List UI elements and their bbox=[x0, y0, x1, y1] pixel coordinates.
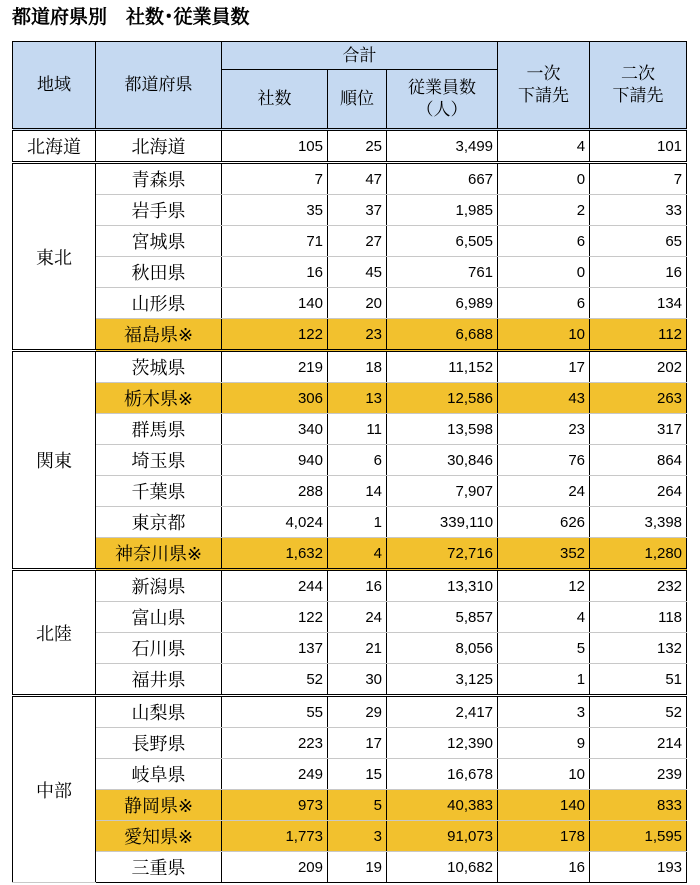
secondary-cell: 263 bbox=[590, 383, 687, 414]
secondary-cell: 3,398 bbox=[590, 507, 687, 538]
prefecture-cell: 長野県 bbox=[96, 728, 222, 759]
companies-cell: 1,632 bbox=[222, 538, 328, 570]
companies-cell: 4,024 bbox=[222, 507, 328, 538]
primary-cell: 43 bbox=[498, 383, 590, 414]
companies-cell: 52 bbox=[222, 664, 328, 696]
prefecture-cell: 新潟県 bbox=[96, 570, 222, 602]
secondary-cell: 193 bbox=[590, 852, 687, 883]
primary-cell: 17 bbox=[498, 351, 590, 383]
region-cell: 北陸 bbox=[13, 570, 96, 696]
primary-cell: 352 bbox=[498, 538, 590, 570]
table-row bbox=[13, 664, 687, 696]
region-cell: 中部 bbox=[13, 696, 96, 883]
employees-cell: 30,846 bbox=[387, 445, 498, 476]
rank-cell: 15 bbox=[328, 759, 387, 790]
secondary-cell: 118 bbox=[590, 602, 687, 633]
companies-cell: 55 bbox=[222, 696, 328, 728]
companies-cell: 140 bbox=[222, 288, 328, 319]
prefecture-cell: 埼玉県 bbox=[96, 445, 222, 476]
table-row bbox=[13, 257, 687, 288]
employees-cell: 1,985 bbox=[387, 195, 498, 226]
primary-cell: 3 bbox=[498, 696, 590, 728]
table-row bbox=[13, 351, 687, 383]
companies-cell: 71 bbox=[222, 226, 328, 257]
page-title: 都道府県別 社数･従業員数 bbox=[12, 6, 250, 28]
table-row bbox=[13, 852, 687, 883]
rank-cell: 1 bbox=[328, 507, 387, 538]
primary-cell: 626 bbox=[498, 507, 590, 538]
header-total: 合計 bbox=[222, 42, 498, 70]
region-cell: 東北 bbox=[13, 163, 96, 351]
companies-cell: 288 bbox=[222, 476, 328, 507]
companies-cell: 306 bbox=[222, 383, 328, 414]
employees-cell: 6,688 bbox=[387, 319, 498, 351]
prefecture-table bbox=[12, 41, 687, 883]
rank-cell: 16 bbox=[328, 570, 387, 602]
employees-cell: 3,499 bbox=[387, 130, 498, 163]
employees-cell: 2,417 bbox=[387, 696, 498, 728]
companies-cell: 940 bbox=[222, 445, 328, 476]
employees-cell: 6,989 bbox=[387, 288, 498, 319]
companies-cell: 105 bbox=[222, 130, 328, 163]
rank-cell: 19 bbox=[328, 852, 387, 883]
primary-cell: 178 bbox=[498, 821, 590, 852]
table-row bbox=[13, 163, 687, 195]
primary-cell: 140 bbox=[498, 790, 590, 821]
employees-cell: 3,125 bbox=[387, 664, 498, 696]
table-row bbox=[13, 790, 687, 821]
primary-cell: 12 bbox=[498, 570, 590, 602]
secondary-cell: 202 bbox=[590, 351, 687, 383]
companies-cell: 973 bbox=[222, 790, 328, 821]
table-row bbox=[13, 319, 687, 351]
companies-cell: 35 bbox=[222, 195, 328, 226]
header-prefecture: 都道府県 bbox=[96, 42, 222, 130]
companies-cell: 16 bbox=[222, 257, 328, 288]
rank-cell: 18 bbox=[328, 351, 387, 383]
table-row bbox=[13, 130, 687, 163]
table-row bbox=[13, 538, 687, 570]
table-row bbox=[13, 226, 687, 257]
header-employees bbox=[387, 70, 498, 130]
secondary-cell: 1,280 bbox=[590, 538, 687, 570]
prefecture-cell: 東京都 bbox=[96, 507, 222, 538]
employees-cell: 13,310 bbox=[387, 570, 498, 602]
table-header bbox=[13, 42, 687, 130]
prefecture-cell: 愛知県※ bbox=[96, 821, 222, 852]
prefecture-cell: 秋田県 bbox=[96, 257, 222, 288]
prefecture-cell: 山形県 bbox=[96, 288, 222, 319]
rank-cell: 21 bbox=[328, 633, 387, 664]
header-companies: 社数 bbox=[222, 70, 328, 130]
secondary-cell: 264 bbox=[590, 476, 687, 507]
companies-cell: 7 bbox=[222, 163, 328, 195]
prefecture-cell: 北海道 bbox=[96, 130, 222, 163]
secondary-cell: 16 bbox=[590, 257, 687, 288]
rank-cell: 4 bbox=[328, 538, 387, 570]
secondary-cell: 52 bbox=[590, 696, 687, 728]
table-row bbox=[13, 445, 687, 476]
table-row bbox=[13, 728, 687, 759]
secondary-cell: 7 bbox=[590, 163, 687, 195]
region-cell: 北海道 bbox=[13, 130, 96, 163]
companies-cell: 122 bbox=[222, 602, 328, 633]
secondary-cell: 239 bbox=[590, 759, 687, 790]
secondary-cell: 101 bbox=[590, 130, 687, 163]
prefecture-cell: 三重県 bbox=[96, 852, 222, 883]
employees-cell: 16,678 bbox=[387, 759, 498, 790]
rank-cell: 17 bbox=[328, 728, 387, 759]
prefecture-cell: 栃木県※ bbox=[96, 383, 222, 414]
companies-cell: 223 bbox=[222, 728, 328, 759]
rank-cell: 37 bbox=[328, 195, 387, 226]
employees-cell: 91,073 bbox=[387, 821, 498, 852]
prefecture-cell: 静岡県※ bbox=[96, 790, 222, 821]
companies-cell: 137 bbox=[222, 633, 328, 664]
companies-cell: 209 bbox=[222, 852, 328, 883]
primary-cell: 16 bbox=[498, 852, 590, 883]
header-employees-line1: 従業員数 bbox=[408, 78, 477, 98]
secondary-cell: 112 bbox=[590, 319, 687, 351]
primary-cell: 1 bbox=[498, 664, 590, 696]
table-row bbox=[13, 602, 687, 633]
secondary-cell: 51 bbox=[590, 664, 687, 696]
employees-cell: 12,586 bbox=[387, 383, 498, 414]
employees-cell: 72,716 bbox=[387, 538, 498, 570]
prefecture-cell: 石川県 bbox=[96, 633, 222, 664]
primary-cell: 0 bbox=[498, 163, 590, 195]
header-rank: 順位 bbox=[328, 70, 387, 130]
secondary-cell: 864 bbox=[590, 445, 687, 476]
table-row bbox=[13, 821, 687, 852]
employees-cell: 11,152 bbox=[387, 351, 498, 383]
table-row bbox=[13, 696, 687, 728]
prefecture-cell: 山梨県 bbox=[96, 696, 222, 728]
secondary-cell: 214 bbox=[590, 728, 687, 759]
prefecture-cell: 福井県 bbox=[96, 664, 222, 696]
rank-cell: 3 bbox=[328, 821, 387, 852]
companies-cell: 340 bbox=[222, 414, 328, 445]
secondary-cell: 232 bbox=[590, 570, 687, 602]
prefecture-cell: 茨城県 bbox=[96, 351, 222, 383]
table-row bbox=[13, 570, 687, 602]
secondary-cell: 132 bbox=[590, 633, 687, 664]
rank-cell: 13 bbox=[328, 383, 387, 414]
rank-cell: 20 bbox=[328, 288, 387, 319]
secondary-cell: 65 bbox=[590, 226, 687, 257]
header-primary-subcontractor bbox=[498, 42, 590, 130]
primary-cell: 23 bbox=[498, 414, 590, 445]
header-primary-line2: 下請先 bbox=[518, 86, 570, 106]
prefecture-cell: 千葉県 bbox=[96, 476, 222, 507]
table-row bbox=[13, 414, 687, 445]
header-primary-line1: 一次 bbox=[526, 64, 561, 84]
secondary-cell: 317 bbox=[590, 414, 687, 445]
region-cell: 関東 bbox=[13, 351, 96, 570]
table-row bbox=[13, 288, 687, 319]
employees-cell: 12,390 bbox=[387, 728, 498, 759]
primary-cell: 10 bbox=[498, 319, 590, 351]
companies-cell: 1,773 bbox=[222, 821, 328, 852]
table-row bbox=[13, 383, 687, 414]
employees-cell: 339,110 bbox=[387, 507, 498, 538]
rank-cell: 24 bbox=[328, 602, 387, 633]
rank-cell: 23 bbox=[328, 319, 387, 351]
prefecture-cell: 富山県 bbox=[96, 602, 222, 633]
secondary-cell: 33 bbox=[590, 195, 687, 226]
rank-cell: 47 bbox=[328, 163, 387, 195]
secondary-cell: 833 bbox=[590, 790, 687, 821]
rank-cell: 5 bbox=[328, 790, 387, 821]
primary-cell: 6 bbox=[498, 226, 590, 257]
secondary-cell: 1,595 bbox=[590, 821, 687, 852]
table-row bbox=[13, 507, 687, 538]
employees-cell: 40,383 bbox=[387, 790, 498, 821]
primary-cell: 2 bbox=[498, 195, 590, 226]
header-region: 地域 bbox=[13, 42, 96, 130]
prefecture-cell: 青森県 bbox=[96, 163, 222, 195]
table-body bbox=[13, 130, 687, 883]
prefecture-cell: 岩手県 bbox=[96, 195, 222, 226]
table-row bbox=[13, 476, 687, 507]
employees-cell: 6,505 bbox=[387, 226, 498, 257]
primary-cell: 5 bbox=[498, 633, 590, 664]
employees-cell: 667 bbox=[387, 163, 498, 195]
prefecture-cell: 群馬県 bbox=[96, 414, 222, 445]
primary-cell: 4 bbox=[498, 602, 590, 633]
prefecture-cell: 岐阜県 bbox=[96, 759, 222, 790]
secondary-cell: 134 bbox=[590, 288, 687, 319]
rank-cell: 27 bbox=[328, 226, 387, 257]
primary-cell: 4 bbox=[498, 130, 590, 163]
rank-cell: 25 bbox=[328, 130, 387, 163]
rank-cell: 6 bbox=[328, 445, 387, 476]
table-row bbox=[13, 759, 687, 790]
companies-cell: 219 bbox=[222, 351, 328, 383]
companies-cell: 244 bbox=[222, 570, 328, 602]
primary-cell: 6 bbox=[498, 288, 590, 319]
prefecture-cell: 神奈川県※ bbox=[96, 538, 222, 570]
header-secondary-subcontractor bbox=[590, 42, 687, 130]
header-secondary-line1: 二次 bbox=[621, 64, 656, 84]
primary-cell: 9 bbox=[498, 728, 590, 759]
prefecture-cell: 福島県※ bbox=[96, 319, 222, 351]
employees-cell: 13,598 bbox=[387, 414, 498, 445]
rank-cell: 30 bbox=[328, 664, 387, 696]
prefecture-cell: 宮城県 bbox=[96, 226, 222, 257]
rank-cell: 11 bbox=[328, 414, 387, 445]
table-row bbox=[13, 633, 687, 664]
primary-cell: 24 bbox=[498, 476, 590, 507]
employees-cell: 7,907 bbox=[387, 476, 498, 507]
employees-cell: 5,857 bbox=[387, 602, 498, 633]
rank-cell: 14 bbox=[328, 476, 387, 507]
rank-cell: 29 bbox=[328, 696, 387, 728]
header-secondary-line2: 下請先 bbox=[612, 86, 664, 106]
primary-cell: 0 bbox=[498, 257, 590, 288]
header-employees-line2: （人） bbox=[416, 100, 468, 120]
employees-cell: 8,056 bbox=[387, 633, 498, 664]
table-row bbox=[13, 195, 687, 226]
primary-cell: 10 bbox=[498, 759, 590, 790]
companies-cell: 249 bbox=[222, 759, 328, 790]
employees-cell: 761 bbox=[387, 257, 498, 288]
primary-cell: 76 bbox=[498, 445, 590, 476]
rank-cell: 45 bbox=[328, 257, 387, 288]
companies-cell: 122 bbox=[222, 319, 328, 351]
employees-cell: 10,682 bbox=[387, 852, 498, 883]
